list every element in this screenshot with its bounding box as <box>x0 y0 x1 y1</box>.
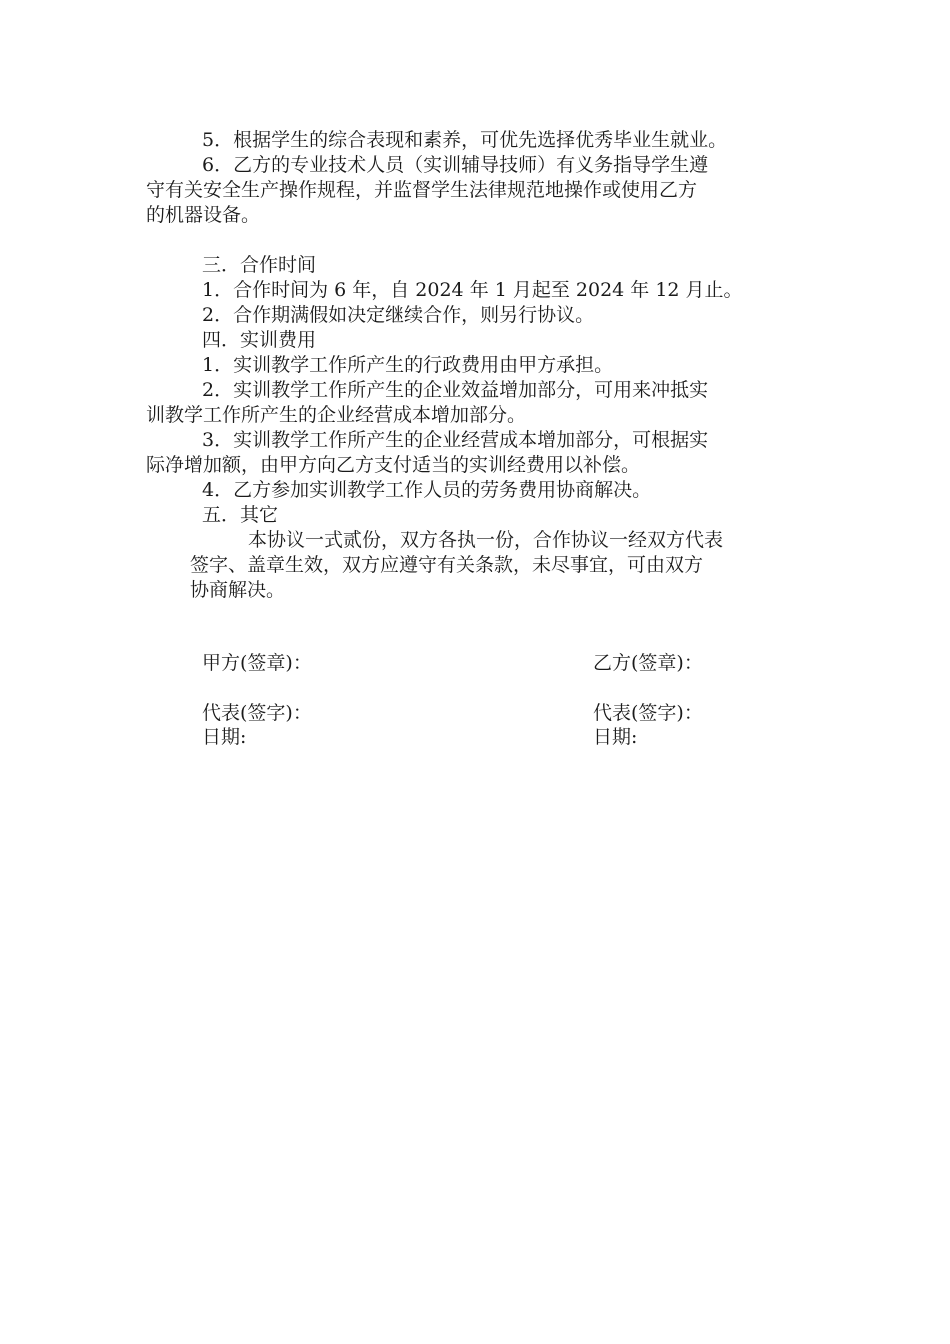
section-5-heading: 五．其它 <box>202 504 279 526</box>
party-a-seal-label: 甲方(签章)： <box>202 652 312 674</box>
clause-4-4: 4．乙方参加实训教学工作人员的劳务费用协商解决。 <box>202 479 652 501</box>
section-3-heading: 三．合作时间 <box>202 254 317 276</box>
clause-4-1: 1．实训教学工作所产生的行政费用由甲方承担。 <box>202 354 614 376</box>
clause-5-text-end: 协商解决。 <box>190 579 286 601</box>
clause-5-text: 本协议一式贰份，双方各执一份，合作协议一经双方代表 <box>248 529 724 551</box>
party-b-seal-label: 乙方(签章)： <box>593 652 703 674</box>
clause-2-6-cont: 守有关安全生产操作规程，并监督学生法律规范地操作或使用乙方 <box>146 179 698 201</box>
clause-4-3-cont: 际净增加额，由甲方向乙方支付适当的实训经费用以补偿。 <box>146 454 641 476</box>
clause-5-text-cont: 签字、盖章生效，双方应遵守有关条款，未尽事宜，可由双方 <box>190 554 704 576</box>
clause-4-2-cont: 训教学工作所产生的企业经营成本增加部分。 <box>146 404 527 426</box>
clause-4-2: 2．实训教学工作所产生的企业效益增加部分，可用来冲抵实 <box>202 379 709 401</box>
clause-3-2: 2．合作期满假如决定继续合作，则另行协议。 <box>202 304 595 326</box>
party-b-representative-label: 代表(签字)： <box>593 702 703 724</box>
clause-2-5: 5．根据学生的综合表现和素养，可优先选择优秀毕业生就业。 <box>202 129 728 151</box>
clause-2-6: 6．乙方的专业技术人员（实训辅导技师）有义务指导学生遵 <box>202 154 709 176</box>
section-4-heading: 四．实训费用 <box>202 329 317 351</box>
party-a-date-label: 日期: <box>202 726 247 748</box>
party-b-date-label: 日期: <box>593 726 638 748</box>
party-a-representative-label: 代表(签字)： <box>202 702 312 724</box>
clause-3-1: 1．合作时间为 6 年，自 2024 年 1 月起至 2024 年 12 月止。 <box>202 279 743 301</box>
clause-2-6-end: 的机器设备。 <box>146 204 261 226</box>
clause-4-3: 3．实训教学工作所产生的企业经营成本增加部分，可根据实 <box>202 429 709 451</box>
